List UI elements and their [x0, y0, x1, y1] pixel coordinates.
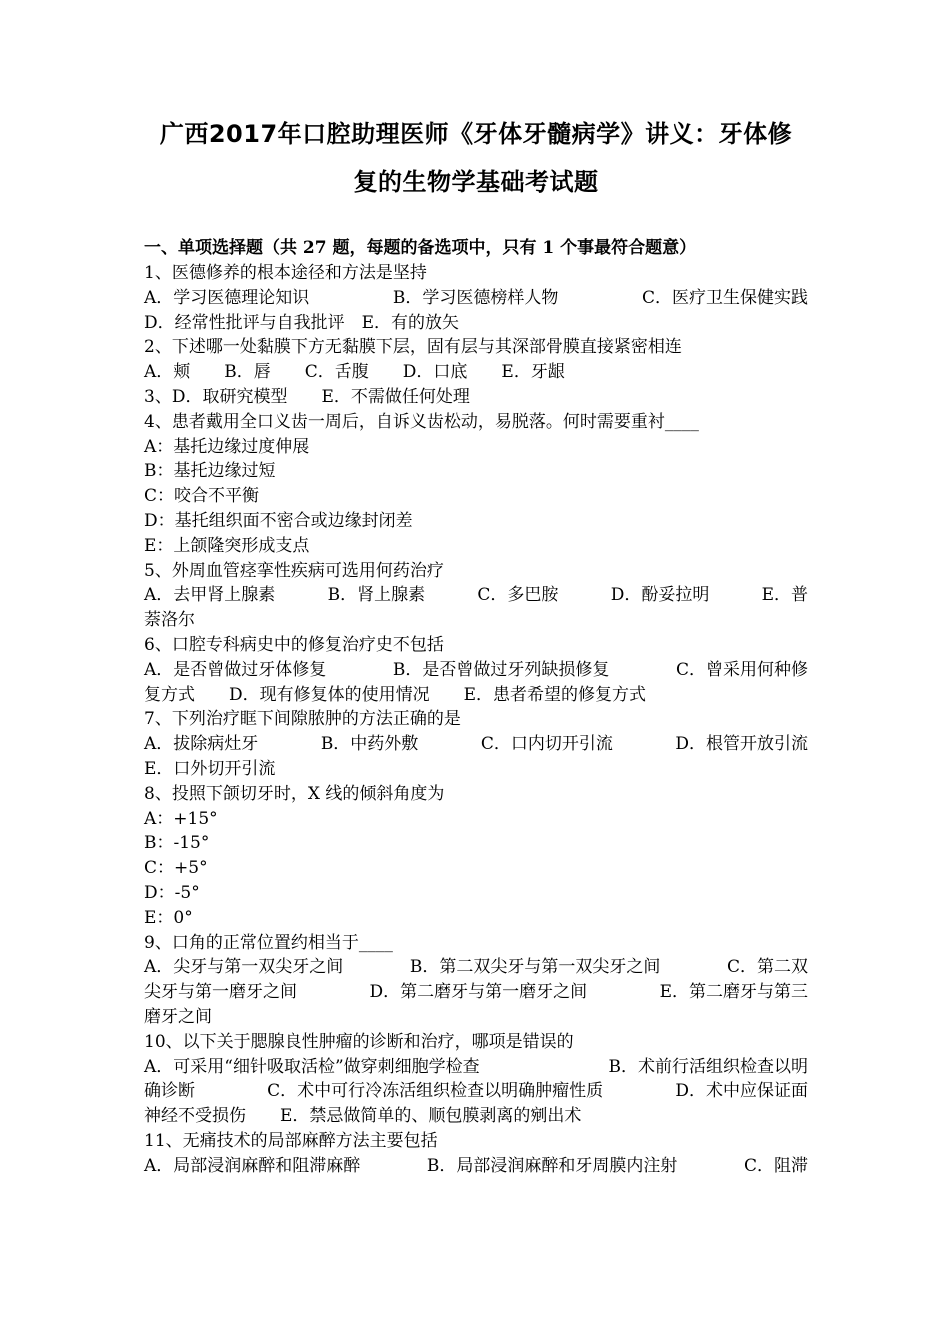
question-10-options-row-2: [144, 1079, 808, 1104]
question-5-stem: 5、外周血管痉挛性疾病可选用何药治疗: [144, 560, 444, 581]
option: C．多巴胺: [477, 585, 559, 606]
question-1-options-row-1: [144, 286, 808, 311]
section-heading: 一、单项选择题（共 27 题，每题的备选项中，只有 1 个事最符合题意）: [144, 238, 697, 258]
question-6-options-row-1: [144, 658, 808, 683]
option: B．局部浸润麻醉和牙周膜内注射: [426, 1155, 678, 1176]
document-page: [144, 110, 808, 1178]
option: A．局部浸润麻醉和阻滞麻醉: [144, 1155, 361, 1176]
question-2-options-row-1: A．颊 B．唇 C．舌腹 D．口底 E．牙龈: [144, 362, 565, 383]
option: A．尖牙与第一双尖牙之间: [144, 957, 344, 978]
question-5-options-row-2: 萘洛尔: [144, 610, 195, 631]
question-9-stem: 9、口角的正常位置约相当于____: [144, 932, 393, 953]
option: B．是否曾做过牙列缺损修复: [392, 659, 610, 680]
option: 确诊断: [144, 1081, 195, 1102]
option: A．拔除病灶牙: [144, 734, 259, 755]
question-6-options-row-2: 复方式 D．现有修复体的使用情况 E．患者希望的修复方式: [144, 684, 647, 705]
title-line-1: 广西2017年口腔助理医师《牙体牙髓病学》讲义：牙体修: [159, 120, 793, 148]
question-4-stem: 4、患者戴用全口义齿一周后，自诉义齿松动，易脱落。何时需要重衬____: [144, 411, 699, 432]
option: D．术中应保证面: [675, 1081, 808, 1102]
option: A．学习医德理论知识: [144, 287, 310, 308]
question-4-option-d: D：基托组织面不密合或边缘封闭差: [144, 510, 413, 531]
title-line-2: 复的生物学基础考试题: [353, 168, 599, 196]
option: C．曾采用何种修: [676, 659, 809, 680]
question-5-options-row-1: [144, 583, 808, 608]
question-4-option-c: C：咬合不平衡: [144, 486, 260, 507]
question-9-options-row-1: [144, 955, 808, 980]
question-8-stem: 8、投照下颌切牙时，X 线的倾斜角度为: [144, 783, 445, 804]
option: B．中药外敷: [320, 734, 419, 755]
option: E．第二磨牙与第三: [659, 982, 808, 1003]
option: D．根管开放引流: [675, 734, 809, 755]
option: A．可采用“细针吸取活检”做穿刺细胞学检查: [144, 1056, 480, 1077]
question-3-options: 3、D．取研究模型 E．不需做任何处理: [144, 386, 470, 407]
question-11-options-row-1: [144, 1154, 808, 1179]
option: A．去甲肾上腺素: [144, 585, 276, 606]
option: A．是否曾做过牙体修复: [144, 659, 327, 680]
question-10-stem: 10、以下关于腮腺良性肿瘤的诊断和治疗，哪项是错误的: [144, 1031, 574, 1052]
question-8-option-b: B：-15°: [144, 833, 210, 854]
question-7-stem: 7、下列治疗眶下间隙脓肿的方法正确的是: [144, 709, 461, 730]
question-2-stem: 2、下述哪一处黏膜下方无黏膜下层，固有层与其深部骨膜直接紧密相连: [144, 337, 682, 358]
option: D．酚妥拉明: [610, 585, 710, 606]
option: D．第二磨牙与第一磨牙之间: [369, 982, 588, 1003]
option: B．术前行活组织检查以明: [608, 1056, 808, 1077]
question-9-options-row-3: 磨牙之间: [144, 1006, 212, 1027]
question-10-options-row-1: [144, 1055, 808, 1080]
question-8-option-e: E：0°: [144, 907, 193, 928]
question-7-options-row-1: [144, 732, 808, 757]
option: B．肾上腺素: [327, 585, 426, 606]
question-8-option-c: C：+5°: [144, 858, 208, 879]
question-6-stem: 6、口腔专科病史中的修复治疗史不包括: [144, 634, 444, 655]
question-7-options-row-2: E．口外切开引流: [144, 758, 276, 779]
question-4-option-b: B：基托边缘过短: [144, 461, 276, 482]
question-10-options-row-3: 神经不受损伤 E．禁忌做简单的、顺包膜剥离的剜出术: [144, 1106, 582, 1127]
document-title: [144, 110, 808, 206]
question-1-options-row-2: D．经常性批评与自我批评 E．有的放矢: [144, 312, 460, 333]
option: B．第二双尖牙与第一双尖牙之间: [409, 957, 661, 978]
question-4-option-e: E：上颌隆突形成支点: [144, 535, 310, 556]
question-8-option-a: A：+15°: [144, 808, 218, 829]
option: C．医疗卫生保健实践: [642, 287, 809, 308]
option: E．普: [761, 585, 809, 606]
option: 尖牙与第一磨牙之间: [144, 982, 297, 1003]
option: C．第二双: [727, 957, 809, 978]
question-1-stem: 1、医德修养的根本途径和方法是坚持: [144, 263, 427, 283]
option: C．口内切开引流: [480, 734, 613, 755]
option: C．术中可行冷冻活组织检查以明确肿瘤性质: [267, 1081, 604, 1102]
option: B．学习医德榜样人物: [392, 287, 559, 308]
question-9-options-row-2: [144, 980, 808, 1005]
option: C．阻滞: [744, 1155, 809, 1176]
question-4-option-a: A：基托边缘过度伸展: [144, 436, 310, 457]
question-8-option-d: D：-5°: [144, 882, 200, 903]
question-11-stem: 11、无痛技术的局部麻醉方法主要包括: [144, 1130, 438, 1151]
